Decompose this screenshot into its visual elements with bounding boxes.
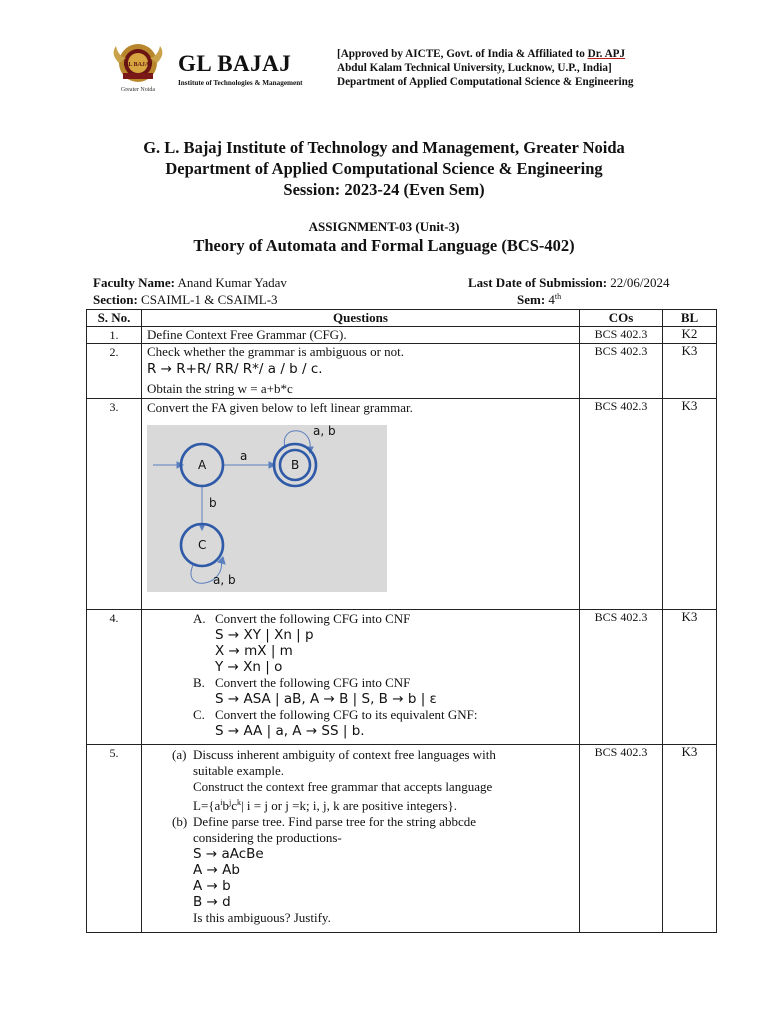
edge-a-label: a xyxy=(240,449,248,463)
table-row xyxy=(87,610,717,745)
header-sno: S. No. xyxy=(87,310,142,327)
bloom-level: K2 xyxy=(663,327,717,344)
bloom-level: K3 xyxy=(663,745,717,933)
row-number: 1. xyxy=(87,327,142,344)
question-text: (a) Discuss inherent ambiguity of context free languages with suitable example. Construct the context free grammar that accepts language $L=\{a^ib^jc^k|$ i = j or j =k; i, j, k are positive integers}. (b) Define parse tree. Find parse tree for the string abbcde considering the productions- S → aAcBe A → Ab A → b B → d Is this ambiguous? Justify. xyxy=(142,745,580,933)
session-title: Session: 2023-24 (Even Sem) xyxy=(283,180,485,199)
bloom-level: K3 xyxy=(663,344,717,399)
section: Section: CSAIML-1 & CSAIML-3 xyxy=(93,292,278,307)
course-outcome: BCS 402.3 xyxy=(580,745,663,933)
edge-b-label: b xyxy=(209,496,217,510)
row-number: 4. xyxy=(87,610,142,745)
bloom-level: K3 xyxy=(663,399,717,610)
question-text: A. Convert the following CFG into CNF S → XY | Xn | p X → mX | m Y → Xn | o B. Convert the following CFG into CNF S → ASA | aB, A → B | S, B → b | ε C. Convert the following CFG to its equivalent GNF: S → AA | a, A → SS | b. xyxy=(142,610,580,745)
semester: Sem: 4th xyxy=(517,292,562,307)
bloom-level: K3 xyxy=(663,610,717,745)
state-b-label: B xyxy=(291,458,300,472)
course-outcome: BCS 402.3 xyxy=(580,399,663,610)
logo-text: GL BAJAJ xyxy=(123,62,153,68)
brand-subtitle: Institute of Technologies & Management xyxy=(178,79,303,87)
grammar-rule: R → R+R/ RR/ R*/ a / b / c. xyxy=(147,361,323,377)
cfg-rule: S → ASA | aB, A → B | S, B → b | ε xyxy=(215,691,437,707)
affiliation-line-2: Abdul Kalam Technical University, Lucknow, U.P., India] xyxy=(337,62,612,74)
finite-automaton-diagram xyxy=(147,425,579,596)
production-rule: S → aAcBe xyxy=(193,846,264,862)
table-row xyxy=(87,399,717,610)
question-text: Define Context Free Grammar (CFG). xyxy=(142,327,580,344)
question-text: Convert the FA given below to left linear grammar. A B C a b a, b a, b xyxy=(142,399,580,610)
cfg-rule: X → mX | m xyxy=(215,643,293,659)
table-row xyxy=(87,344,717,399)
state-a-label: A xyxy=(198,458,207,472)
affiliation-line-3: Department of Applied Computational Science & Engineering xyxy=(337,76,634,88)
assignment-title: ASSIGNMENT-03 (Unit-3) xyxy=(308,219,460,234)
loop-b-label: a, b xyxy=(313,425,336,438)
row-number: 3. xyxy=(87,399,142,610)
last-date-of-submission: Last Date of Submission: 22/06/2024 xyxy=(468,275,670,290)
production-rule: B → d xyxy=(193,894,231,910)
header-bl: BL xyxy=(663,310,717,327)
table-row xyxy=(87,745,717,933)
language-definition: $L=\{a^ib^jc^k|$ i = j or j =k; i, j, k are positive integers}. xyxy=(193,798,457,813)
institute-title: G. L. Bajaj Institute of Technology and Management, Greater Noida xyxy=(143,138,625,157)
production-rule: A → b xyxy=(193,878,231,894)
diagram-background xyxy=(147,425,387,592)
course-outcome: BCS 402.3 xyxy=(580,327,663,344)
affiliation-line-1: [Approved by AICTE, Govt. of India & Affiliated to Dr. APJ xyxy=(337,48,626,60)
faculty-name: Faculty Name: Anand Kumar Yadav xyxy=(93,275,287,290)
table-header-row xyxy=(87,310,717,327)
loop-c-label: a, b xyxy=(213,573,236,587)
row-number: 2. xyxy=(87,344,142,399)
production-rule: A → Ab xyxy=(193,862,240,878)
logo-subtext: Greater Noida xyxy=(120,87,156,93)
subject-title: Theory of Automata and Formal Language (BCS-402) xyxy=(193,236,575,255)
header-cos: COs xyxy=(580,310,663,327)
course-outcome: BCS 402.3 xyxy=(580,610,663,745)
row-number: 5. xyxy=(87,745,142,933)
college-logo xyxy=(106,40,170,94)
state-c-label: C xyxy=(198,538,207,552)
department-title: Department of Applied Computational Science & Engineering xyxy=(165,159,603,178)
cfg-rule: S → XY | Xn | p xyxy=(215,627,314,643)
header-questions: Questions xyxy=(142,310,580,327)
cfg-rule: Y → Xn | o xyxy=(215,659,283,675)
brand-name: GL BAJAJ xyxy=(178,51,292,76)
questions-table xyxy=(86,309,717,933)
question-text: Check whether the grammar is ambiguous or not. R → R+R/ RR/ R*/ a / b / c. Obtain the string w = a+b*c xyxy=(142,344,580,399)
course-outcome: BCS 402.3 xyxy=(580,344,663,399)
table-row xyxy=(87,327,717,344)
cfg-rule: S → AA | a, A → SS | b. xyxy=(215,723,365,739)
